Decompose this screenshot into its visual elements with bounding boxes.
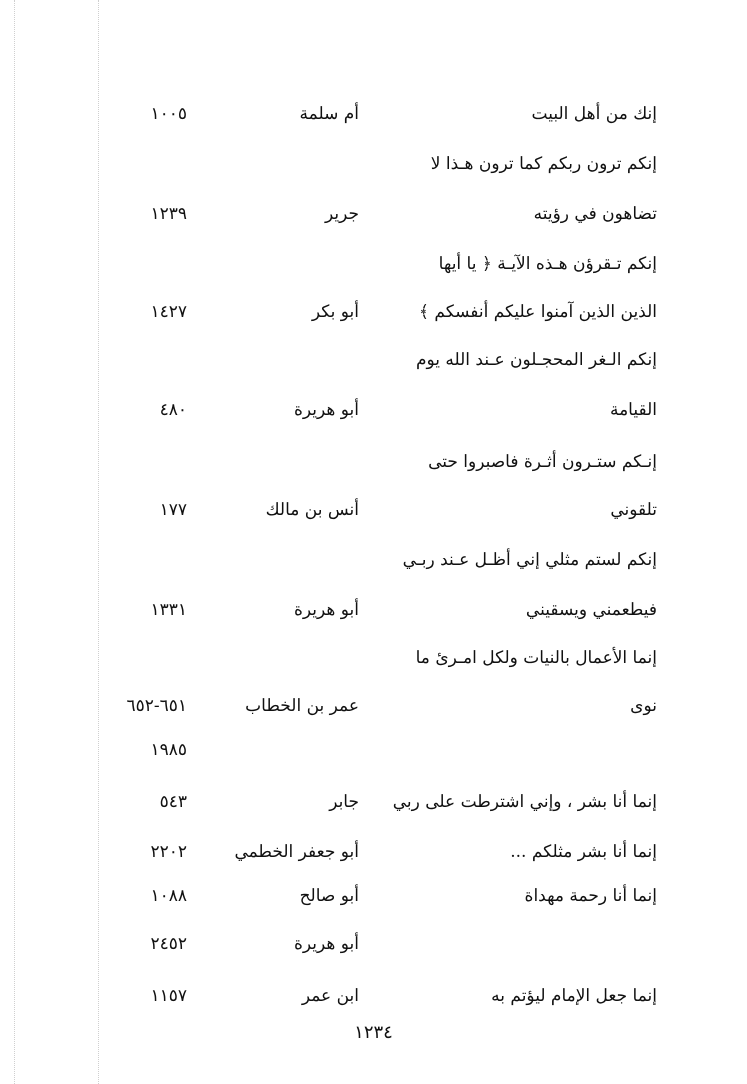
hadith-number: ١٠٨٨: [150, 886, 187, 906]
index-row: [0, 246, 747, 282]
index-row: [0, 196, 747, 232]
index-row: [0, 444, 747, 480]
hadith-number: ٢٢٠٢: [150, 842, 187, 862]
narrator-name: جابر: [329, 792, 359, 812]
narrator-name: أبو هريرة: [293, 934, 359, 954]
hadith-text: فيطعمني ويسقيني: [525, 600, 657, 620]
index-row: [0, 878, 747, 914]
hadith-number: ١١٥٧: [150, 986, 187, 1006]
index-row: [0, 392, 747, 428]
hadith-number: ٤٨٠: [159, 400, 187, 420]
hadith-number: ١٢٣٩: [150, 204, 187, 224]
narrator-name: أبو بكر: [311, 302, 359, 322]
hadith-text: إنـكم ستـرون أثـرة فاصبروا حتى: [428, 452, 657, 472]
index-row: [0, 294, 747, 330]
hadith-text: إنما أنا بشر مثلكم ...: [510, 842, 657, 862]
hadith-text: إنكم ترون ربكم كما ترون هـذا لا: [430, 154, 657, 174]
hadith-number: ٢٤٥٢: [150, 934, 187, 954]
hadith-text: الذين الذين آمنوا عليكم أنفسكم ﴾: [419, 302, 657, 322]
hadith-text: إنما جعل الإمام ليؤتم به: [491, 986, 657, 1006]
index-row: [0, 146, 747, 182]
narrator-name: جرير: [325, 204, 359, 224]
hadith-number: ١٤٢٧: [150, 302, 187, 322]
hadith-text: إنما الأعمال بالنيات ولكل امـرئ ما: [415, 648, 657, 668]
hadith-text: إنما أنا بشر ، وإني اشترطت على ربي: [392, 792, 657, 812]
narrator-name: عمر بن الخطاب: [245, 696, 359, 716]
narrator-name: أبو هريرة: [293, 400, 359, 420]
index-row: [0, 732, 747, 768]
hadith-text: إنك من أهل البيت: [531, 104, 657, 124]
hadith-text: إنكم تـقرؤن هـذه الآيـة ﴿ يا أيها: [438, 254, 657, 274]
narrator-name: أم سلمة: [299, 104, 359, 124]
hadith-text: تلقوني: [610, 500, 657, 520]
hadith-number: ١٩٨٥: [150, 740, 187, 760]
index-row: [0, 926, 747, 962]
index-row: [0, 688, 747, 724]
narrator-name: ابن عمر: [301, 986, 359, 1006]
hadith-number: ١٠٠٥: [150, 104, 187, 124]
hadith-text: نوى: [630, 696, 657, 716]
narrator-name: أنس بن مالك: [265, 500, 359, 520]
index-row: [0, 492, 747, 528]
hadith-text: إنما أنا رحمة مهداة: [524, 886, 657, 906]
narrator-name: أبو هريرة: [293, 600, 359, 620]
hadith-text: تضاهون في رؤيته: [533, 204, 657, 224]
index-row: [0, 96, 747, 132]
page-number: ١٢٣٤: [354, 1022, 393, 1043]
index-row: [0, 640, 747, 676]
hadith-number: ١٧٧: [159, 500, 187, 520]
hadith-text: إنكم لستم مثلي إني أظـل عـند ربـي: [402, 550, 657, 570]
hadith-number: ٦٥١-٦٥٢: [126, 696, 187, 716]
index-row: [0, 784, 747, 820]
index-row: [0, 978, 747, 1014]
hadith-text: القيامة: [609, 400, 657, 420]
hadith-number: ٥٤٣: [159, 792, 187, 812]
hadith-text: إنكم الـغر المحجـلون عـند الله يوم: [415, 350, 657, 370]
narrator-name: أبو جعفر الخطمي: [234, 842, 359, 862]
index-row: [0, 542, 747, 578]
hadith-number: ١٣٣١: [150, 600, 187, 620]
narrator-name: أبو صالح: [299, 886, 359, 906]
index-row: [0, 592, 747, 628]
index-row: [0, 342, 747, 378]
index-row: [0, 834, 747, 870]
